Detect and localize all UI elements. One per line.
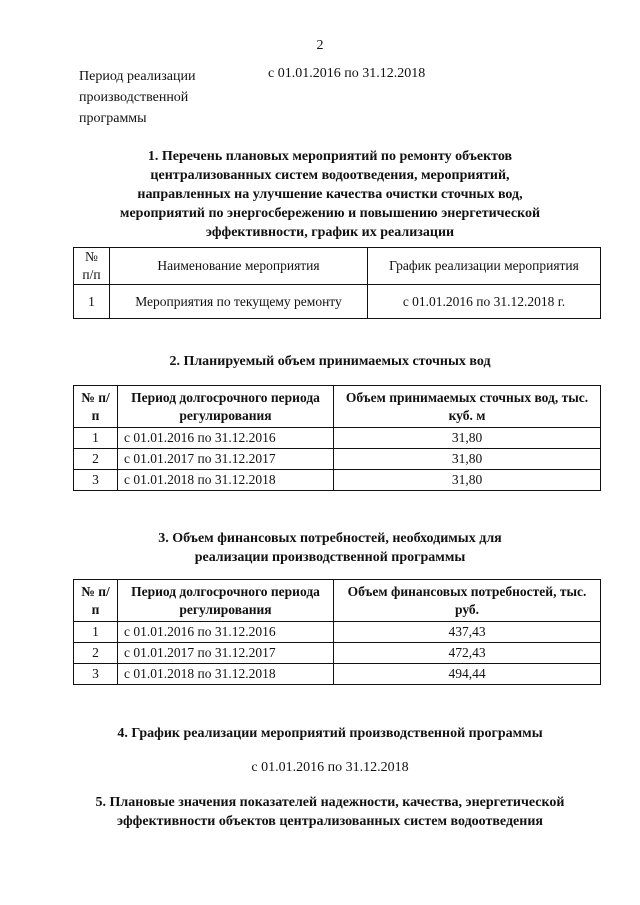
cell-amount: 494,44 [334, 664, 601, 685]
section4-title: 4. График реализации мероприятий производственной программы [117, 726, 543, 741]
cell-period: с 01.01.2017 по 31.12.2017 [118, 643, 334, 664]
table-row [74, 449, 601, 470]
section1-title-line: эффективности, график их реализации [205, 225, 455, 240]
col-header-number: № п/п [74, 580, 118, 622]
table-header-row [74, 386, 601, 428]
cell-volume: 31,80 [334, 470, 601, 491]
col-header-period: Период долгосрочного периода регулирования [118, 580, 334, 622]
cell-number: 2 [74, 643, 118, 664]
section1-title-line: направленных на улучшение качества очистки сточных вод, [137, 187, 523, 202]
cell-amount: 437,43 [334, 622, 601, 643]
period-value: с 01.01.2016 по 31.12.2018 [268, 66, 426, 81]
cell-number: 3 [74, 664, 118, 685]
col-header-measure-name: Наименование мероприятия [110, 248, 368, 285]
wastewater-volume-table [73, 385, 601, 491]
section5-title-line: 5. Плановые значения показателей надежности, качества, энергетической [95, 795, 565, 810]
cell-number: 1 [74, 285, 110, 319]
cell-number: 1 [74, 428, 118, 449]
col-header-number: № п/п [74, 386, 118, 428]
period-label-line: Период реализации [79, 69, 196, 84]
table-row [74, 285, 601, 319]
cell-period: с 01.01.2016 по 31.12.2016 [118, 428, 334, 449]
cell-number: 2 [74, 449, 118, 470]
table-header-row [74, 248, 601, 285]
col-header-schedule: График реализации мероприятия [368, 248, 601, 285]
section2-title: 2. Планируемый объем принимаемых сточных вод [169, 354, 491, 369]
col-header-period: Период долгосрочного периода регулирования [118, 386, 334, 428]
section1-title-line: мероприятий по энергосбережению и повышению энергетической [119, 206, 541, 221]
section1-title [60, 147, 600, 242]
cell-period: с 01.01.2016 по 31.12.2016 [118, 622, 334, 643]
period-label-line: программы [79, 111, 147, 126]
section1-title-line: 1. Перечень плановых мероприятий по ремонту объектов [147, 149, 513, 164]
table-row [74, 428, 601, 449]
cell-measure-name: Мероприятия по текущему ремонту [110, 285, 368, 319]
col-header-volume: Объем принимаемых сточных вод, тыс. куб. м [334, 386, 601, 428]
cell-number: 3 [74, 470, 118, 491]
table-header-row [74, 580, 601, 622]
col-header-number: № п/п [74, 248, 110, 285]
cell-number: 1 [74, 622, 118, 643]
section3-title [60, 529, 600, 567]
section4-period: с 01.01.2016 по 31.12.2018 [251, 760, 409, 775]
section3-title-line: 3. Объем финансовых потребностей, необходимых для [158, 531, 502, 546]
col-header-financial-needs: Объем финансовых потребностей, тыс. руб. [334, 580, 601, 622]
cell-amount: 472,43 [334, 643, 601, 664]
cell-period: с 01.01.2018 по 31.12.2018 [118, 664, 334, 685]
period-label-line: производственной [79, 90, 189, 105]
table-row [74, 643, 601, 664]
table-row [74, 622, 601, 643]
cell-period: с 01.01.2018 по 31.12.2018 [118, 470, 334, 491]
section5-title [40, 793, 620, 831]
cell-volume: 31,80 [334, 428, 601, 449]
table-row [74, 664, 601, 685]
section5-title-line: эффективности объектов централизованных систем водоотведения [117, 814, 543, 829]
cell-schedule: с 01.01.2016 по 31.12.2018 г. [368, 285, 601, 319]
measures-table [73, 247, 601, 319]
period-label [79, 66, 195, 129]
cell-period: с 01.01.2017 по 31.12.2017 [118, 449, 334, 470]
page-number: 2 [316, 38, 324, 53]
cell-volume: 31,80 [334, 449, 601, 470]
table-row [74, 470, 601, 491]
financial-needs-table [73, 579, 601, 685]
section3-title-line: реализации производственной программы [194, 550, 466, 565]
section1-title-line: централизованных систем водоотведения, мероприятий, [150, 168, 510, 183]
